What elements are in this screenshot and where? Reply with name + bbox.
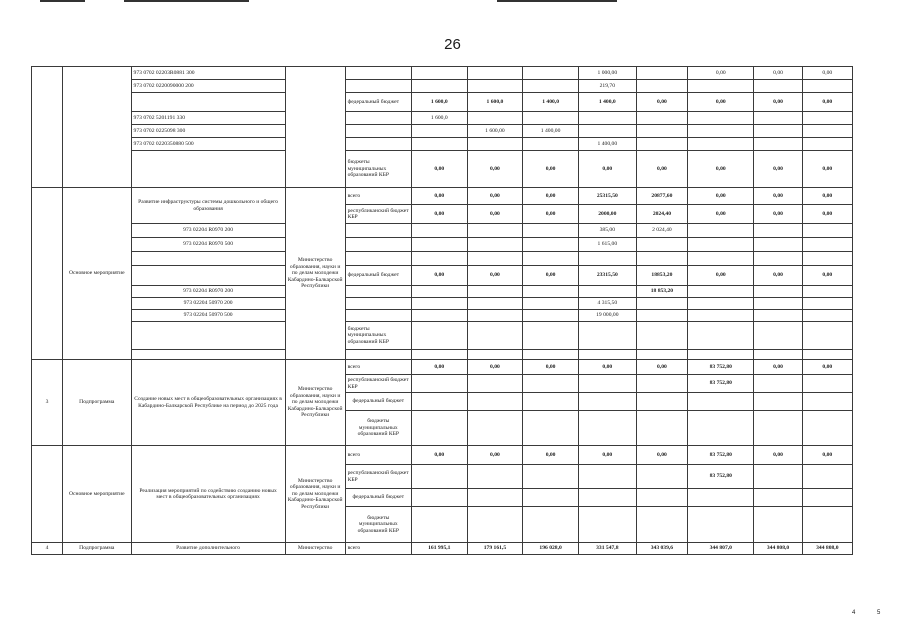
table-row: 973 02204 R0970 200 18 853,20 bbox=[32, 286, 853, 298]
table-row: республиканский бюджет КБР 83 752,80 bbox=[32, 465, 853, 489]
page-number: 26 bbox=[444, 36, 461, 53]
table-row: 973 02204 50970 500 19 000,00 bbox=[32, 310, 853, 322]
table-row: бюджеты муниципальных образований КБР 0,00 0,00 0,00 0,00 0,00 0,00 0,00 0,00 bbox=[32, 151, 853, 188]
table-row: 973 0702 5201191 330 1 600,0 bbox=[32, 112, 853, 125]
corner-mark: 4 bbox=[852, 610, 856, 616]
table-row: Основное мероприятие Развитие инфраструктуры системы дошкольного и общего образования Министерство образования, науки и по делам молодежи Кабардино-Балкарской Республики всего 0,00 0,00 0,00 25315,50 20877,60 0,00 0,00 0,00 bbox=[32, 188, 853, 205]
table-row: федеральный бюджет 1 600,0 1 600,0 1 400,0 1 400,0 0,00 0,00 0,00 0,00 bbox=[32, 93, 853, 112]
table-row: 973 0702 0220350880 500 1 400,00 bbox=[32, 138, 853, 151]
table-row: бюджеты муниципальных образований КБР bbox=[32, 322, 853, 350]
scan-edge-line bbox=[497, 0, 617, 2]
table-row: 973 0702 0225098 300 1 600,00 1 400,00 bbox=[32, 125, 853, 138]
corner-mark: 5 bbox=[877, 610, 881, 616]
table-row: бюджеты муниципальных образований КБР bbox=[32, 507, 853, 543]
table-row: 973 02204 50970 200 4 315,50 bbox=[32, 298, 853, 310]
table-row: 4 Подпрограмма Развитие дополнительного Министерство всего 161 995,1 179 161,5 196 028,0 331 547,8 343 039,6 344 807,0 344 808,0 344 808,0 bbox=[32, 543, 853, 555]
table-row: федеральный бюджет bbox=[32, 393, 853, 411]
table-row: Основное мероприятие Реализация мероприятий по содействию созданию новых мест в общеобразовательных организациях Министерство образования, науки и по делам молодежи Кабардино-Балкарской Республики всего 0,00 0,00 0,00 0,00 0,00 83 752,80 0,00 0,00 bbox=[32, 446, 853, 465]
table-row bbox=[32, 350, 853, 360]
table-row: федеральный бюджет 0,00 0,00 0,00 23315,50 18853,20 0,00 0,00 0,00 bbox=[32, 266, 853, 286]
table-row: бюджеты муниципальных образований КБР bbox=[32, 411, 853, 446]
scan-edge-line bbox=[124, 0, 249, 2]
table-row: 973 02204 R0970 200 385,00 2 024,40 bbox=[32, 224, 853, 238]
table-row: республиканский бюджет КБР 83 752,80 bbox=[32, 375, 853, 393]
table-row: 973 02204 R0970 500 1 615,00 bbox=[32, 238, 853, 252]
table-row: 3 Подпрограмма Создание новых мест в общеобразовательных организациях в Кабардино-Балкарской Республике на период до 2025 года Министерство образования, науки и по делам молодежи Кабардино-Балкарской Республики всего 0,00 0,00 0,00 0,00 0,00 83 752,80 0,00 0,00 bbox=[32, 360, 853, 375]
table-row: федеральный бюджет bbox=[32, 489, 853, 507]
table-row: 973 0702 02203R0881 300 1 000,00 0,00 0,00 0,00 bbox=[32, 67, 853, 80]
budget-table bbox=[31, 66, 853, 555]
table-row: республиканский бюджет КБР 0,00 0,00 0,00 2000,00 2024,40 0,00 0,00 0,00 bbox=[32, 205, 853, 224]
scan-edge-line bbox=[40, 0, 85, 2]
table-row: 973 0702 0220090000 200 219,70 bbox=[32, 80, 853, 93]
table-row bbox=[32, 252, 853, 266]
